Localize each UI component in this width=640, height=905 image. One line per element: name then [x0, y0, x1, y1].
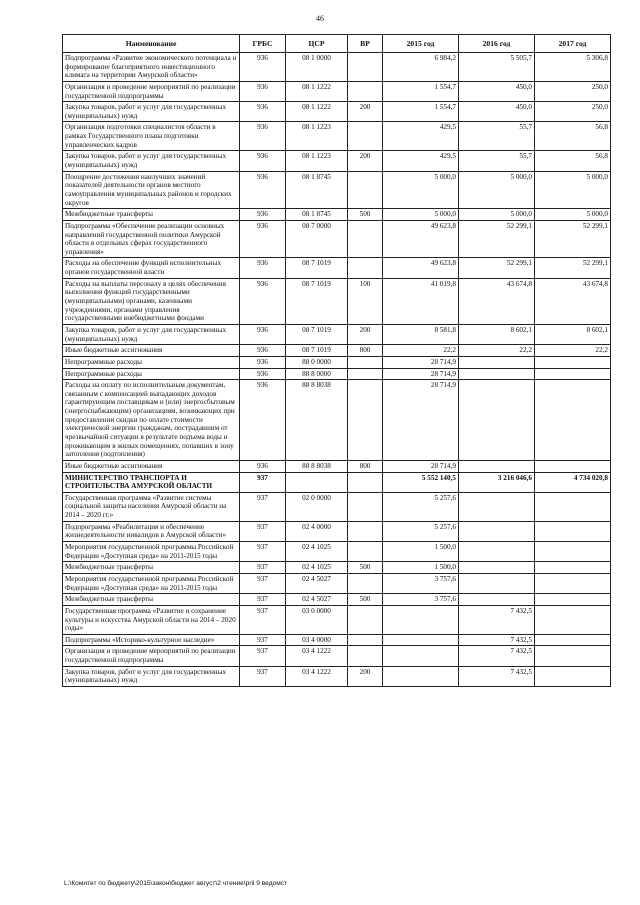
cell-y2016	[459, 521, 535, 541]
cell-csr: 88 8 8038	[286, 460, 348, 472]
cell-y2017	[535, 368, 611, 380]
cell-y2017	[535, 542, 611, 562]
cell-y2017	[535, 646, 611, 666]
cell-csr: 08 1 1223	[286, 122, 348, 151]
cell-csr	[286, 472, 348, 492]
cell-y2016: 450,0	[459, 81, 535, 101]
col-header-vr: ВР	[348, 35, 383, 53]
table-row	[63, 81, 611, 101]
cell-y2015: 3 757,6	[383, 573, 459, 593]
cell-y2017: 8 602,1	[535, 324, 611, 344]
cell-vr	[348, 634, 383, 646]
cell-y2017	[535, 562, 611, 574]
cell-name: Расходы на выплаты персоналу в целях обеспечения выполнения функций государственными (муниципальными) органами, казенными учреждениями, органами управления государственными внебюджетными фондами	[63, 278, 240, 324]
budget-table	[62, 34, 611, 687]
cell-csr: 88 0 0000	[286, 356, 348, 368]
cell-y2016	[459, 356, 535, 368]
table-row	[63, 573, 611, 593]
cell-y2016: 3 216 046,6	[459, 472, 535, 492]
cell-grbs: 937	[240, 542, 286, 562]
cell-vr	[348, 171, 383, 209]
table-row	[63, 594, 611, 606]
table-row	[63, 122, 611, 151]
cell-name: Межбюджетные трансферты	[63, 594, 240, 606]
cell-csr: 08 1 1223	[286, 151, 348, 171]
cell-y2015: 5 000,0	[383, 171, 459, 209]
col-header-grbs: ГРБС	[240, 35, 286, 53]
cell-grbs: 936	[240, 81, 286, 101]
cell-name: Мероприятия государственной программы Российской Федерации «Доступная среда» на 2011-2015 годы	[63, 573, 240, 593]
table-row	[63, 356, 611, 368]
cell-vr: 500	[348, 594, 383, 606]
table-row	[63, 646, 611, 666]
cell-grbs: 937	[240, 634, 286, 646]
table-row	[63, 562, 611, 574]
cell-vr	[348, 368, 383, 380]
cell-name: Организация подготовки специалистов области в рамках Государственного плана подготовки управленческих кадров	[63, 122, 240, 151]
cell-y2017	[535, 521, 611, 541]
cell-y2017	[535, 356, 611, 368]
table-row	[63, 209, 611, 221]
cell-csr: 08 1 1222	[286, 102, 348, 122]
cell-y2017: 43 674,8	[535, 278, 611, 324]
cell-y2016: 8 602,1	[459, 324, 535, 344]
cell-grbs: 936	[240, 171, 286, 209]
cell-y2017: 4 734 020,8	[535, 472, 611, 492]
cell-y2016	[459, 573, 535, 593]
cell-name: Непрограммные расходы	[63, 356, 240, 368]
cell-y2017	[535, 666, 611, 686]
cell-y2016: 5 505,7	[459, 53, 535, 82]
col-header-csr: ЦСР	[286, 35, 348, 53]
cell-csr: 88 8 8038	[286, 380, 348, 461]
cell-vr: 200	[348, 324, 383, 344]
table-row	[63, 102, 611, 122]
cell-y2016: 55,7	[459, 151, 535, 171]
cell-y2015: 5 257,6	[383, 492, 459, 521]
table-row	[63, 368, 611, 380]
cell-grbs: 936	[240, 278, 286, 324]
cell-name: Непрограммные расходы	[63, 368, 240, 380]
cell-grbs: 936	[240, 460, 286, 472]
cell-grbs: 936	[240, 345, 286, 357]
cell-y2016: 55,7	[459, 122, 535, 151]
cell-y2015	[383, 646, 459, 666]
cell-y2017	[535, 460, 611, 472]
table-row	[63, 53, 611, 82]
cell-y2016	[459, 368, 535, 380]
table-row	[63, 460, 611, 472]
cell-y2017: 52 299,1	[535, 258, 611, 278]
cell-y2016: 52 299,1	[459, 258, 535, 278]
cell-name: Подпрограмма «Обеспечение реализации основных направлений государственной политики Амурской области в отдельных сферах государственного управления»	[63, 220, 240, 258]
cell-y2015: 429,5	[383, 151, 459, 171]
cell-grbs: 936	[240, 380, 286, 461]
cell-name: Подпрограмма «Реабилитация и обеспечение жизнедеятельности инвалидов в Амурской области»	[63, 521, 240, 541]
cell-vr	[348, 356, 383, 368]
cell-csr: 03 4 1222	[286, 646, 348, 666]
table-row	[63, 542, 611, 562]
cell-y2016	[459, 492, 535, 521]
cell-vr: 200	[348, 102, 383, 122]
cell-y2016: 7 432,5	[459, 634, 535, 646]
cell-y2017	[535, 492, 611, 521]
cell-y2016: 7 432,5	[459, 666, 535, 686]
cell-name: Подпрограмма «Развитие экономического потенциала и формирование благоприятного инвестиционного климата на территории Амурской области»	[63, 53, 240, 82]
cell-csr: 08 1 1222	[286, 81, 348, 101]
cell-y2015: 1 500,0	[383, 562, 459, 574]
cell-y2016: 7 432,5	[459, 605, 535, 634]
cell-y2017: 250,0	[535, 102, 611, 122]
cell-y2015: 28 714,9	[383, 460, 459, 472]
cell-vr	[348, 122, 383, 151]
page-number: 46	[316, 14, 324, 23]
cell-vr	[348, 646, 383, 666]
cell-name: Подпрограмма «Историко-культурное наследие»	[63, 634, 240, 646]
cell-y2017: 52 299,1	[535, 220, 611, 258]
cell-vr	[348, 605, 383, 634]
cell-vr: 200	[348, 666, 383, 686]
cell-y2016: 5 000,0	[459, 171, 535, 209]
cell-vr	[348, 81, 383, 101]
table-row	[63, 278, 611, 324]
cell-grbs: 936	[240, 220, 286, 258]
cell-grbs: 936	[240, 368, 286, 380]
cell-name: Закупка товаров, работ и услуг для государственных (муниципальных) нужд	[63, 102, 240, 122]
cell-y2016	[459, 460, 535, 472]
cell-grbs: 936	[240, 356, 286, 368]
cell-vr: 500	[348, 209, 383, 221]
cell-vr	[348, 472, 383, 492]
cell-grbs: 936	[240, 53, 286, 82]
cell-y2016	[459, 594, 535, 606]
cell-y2016: 7 432,5	[459, 646, 535, 666]
table-row	[63, 151, 611, 171]
cell-csr: 02 4 0000	[286, 521, 348, 541]
cell-y2015: 41 019,8	[383, 278, 459, 324]
cell-y2017: 56,8	[535, 151, 611, 171]
cell-y2015: 5 257,6	[383, 521, 459, 541]
cell-grbs: 937	[240, 562, 286, 574]
cell-grbs: 937	[240, 573, 286, 593]
cell-vr	[348, 380, 383, 461]
col-header-name: Наименование	[63, 35, 240, 53]
cell-y2015: 49 623,8	[383, 220, 459, 258]
cell-y2015: 3 757,6	[383, 594, 459, 606]
table-row	[63, 171, 611, 209]
cell-y2015: 5 000,0	[383, 209, 459, 221]
cell-vr	[348, 542, 383, 562]
cell-vr	[348, 492, 383, 521]
cell-grbs: 937	[240, 521, 286, 541]
cell-vr	[348, 53, 383, 82]
cell-name: Межбюджетные трансферты	[63, 562, 240, 574]
cell-y2017: 22,2	[535, 345, 611, 357]
cell-csr: 03 4 1222	[286, 666, 348, 686]
cell-grbs: 937	[240, 646, 286, 666]
cell-y2017	[535, 634, 611, 646]
cell-name: Иные бюджетные ассигнования	[63, 345, 240, 357]
cell-y2015: 429,5	[383, 122, 459, 151]
col-header-2017: 2017 год	[535, 35, 611, 53]
cell-grbs: 937	[240, 594, 286, 606]
cell-y2015: 28 714,9	[383, 356, 459, 368]
cell-y2017: 5 000,0	[535, 171, 611, 209]
cell-csr: 02 0 0000	[286, 492, 348, 521]
cell-grbs: 936	[240, 209, 286, 221]
cell-csr: 02 4 5027	[286, 594, 348, 606]
cell-csr: 03 0 0000	[286, 605, 348, 634]
cell-name: Организация и проведение мероприятий по реализации государственной подпрограммы	[63, 81, 240, 101]
table-row	[63, 605, 611, 634]
cell-y2017: 5 306,8	[535, 53, 611, 82]
cell-grbs: 937	[240, 605, 286, 634]
cell-grbs: 936	[240, 151, 286, 171]
cell-name: Поощрение достижения наилучших значений показателей деятельности органов местного самоуправления муниципальных районов и городских округов	[63, 171, 240, 209]
cell-y2017	[535, 594, 611, 606]
cell-y2016: 22,2	[459, 345, 535, 357]
cell-csr: 02 4 5027	[286, 573, 348, 593]
cell-vr: 500	[348, 562, 383, 574]
cell-csr: 08 7 1019	[286, 345, 348, 357]
cell-name: Государственная программа «Развитие системы социальной защиты населения Амурской области на 2014 – 2020 гг.»	[63, 492, 240, 521]
col-header-2015: 2015 год	[383, 35, 459, 53]
cell-name: Закупка товаров, работ и услуг для государственных (муниципальных) нужд	[63, 151, 240, 171]
cell-name: Расходы на обеспечение функций исполнительных органов государственной власти	[63, 258, 240, 278]
cell-csr: 08 7 1019	[286, 324, 348, 344]
cell-csr: 03 4 0000	[286, 634, 348, 646]
cell-name: Расходы на оплату по исполнительным документам, связанным с компенсацией выпадающих доходов гарантирующим поставщикам и (или) энергосбытовым (энергоснабжающим) организациям, возникающих при предоставлении скидки по оплате стоимости электрической энергии гражданам, пострадавшим от чрезвычайной ситуации в результате подъема воды и проживающим в жилых помещениях, попавших в зону затопления (подтопления)	[63, 380, 240, 461]
cell-y2015: 1 554,7	[383, 102, 459, 122]
cell-grbs: 937	[240, 472, 286, 492]
table-header-row	[63, 35, 611, 53]
table-row	[63, 634, 611, 646]
cell-grbs: 937	[240, 666, 286, 686]
table-row	[63, 380, 611, 461]
cell-y2017: 56,8	[535, 122, 611, 151]
cell-vr	[348, 573, 383, 593]
cell-name: Межбюджетные трансферты	[63, 209, 240, 221]
cell-y2015	[383, 666, 459, 686]
cell-name: МИНИСТЕРСТВО ТРАНСПОРТА И СТРОИТЕЛЬСТВА АМУРСКОЙ ОБЛАСТИ	[63, 472, 240, 492]
table-row	[63, 258, 611, 278]
cell-y2015: 1 500,0	[383, 542, 459, 562]
table-row	[63, 472, 611, 492]
cell-y2017	[535, 605, 611, 634]
cell-name: Иные бюджетные ассигнования	[63, 460, 240, 472]
cell-y2016	[459, 562, 535, 574]
cell-vr: 800	[348, 345, 383, 357]
cell-y2015: 1 554,7	[383, 81, 459, 101]
cell-grbs: 936	[240, 258, 286, 278]
cell-csr: 02 4 1025	[286, 562, 348, 574]
cell-vr	[348, 220, 383, 258]
cell-grbs: 936	[240, 324, 286, 344]
cell-y2017	[535, 380, 611, 461]
cell-y2015	[383, 605, 459, 634]
cell-y2015: 8 581,8	[383, 324, 459, 344]
cell-y2015: 28 714,9	[383, 368, 459, 380]
cell-y2017	[535, 573, 611, 593]
cell-csr: 08 1 0000	[286, 53, 348, 82]
cell-y2015: 49 623,8	[383, 258, 459, 278]
cell-csr: 88 8 0000	[286, 368, 348, 380]
cell-csr: 08 7 1019	[286, 278, 348, 324]
cell-y2016: 5 000,0	[459, 209, 535, 221]
cell-name: Закупка товаров, работ и услуг для государственных (муниципальных) нужд	[63, 666, 240, 686]
cell-csr: 08 7 1019	[286, 258, 348, 278]
cell-grbs: 936	[240, 102, 286, 122]
cell-grbs: 937	[240, 492, 286, 521]
cell-vr: 100	[348, 278, 383, 324]
cell-csr: 02 4 1025	[286, 542, 348, 562]
cell-y2017: 250,0	[535, 81, 611, 101]
cell-y2015: 22,2	[383, 345, 459, 357]
cell-grbs: 936	[240, 122, 286, 151]
cell-csr: 08 1 8745	[286, 209, 348, 221]
cell-name: Мероприятия государственной программы Российской Федерации «Доступная среда» на 2011-2015 годы	[63, 542, 240, 562]
cell-name: Закупка товаров, работ и услуг для государственных (муниципальных) нужд	[63, 324, 240, 344]
cell-y2015: 28 714,9	[383, 380, 459, 461]
table-row	[63, 492, 611, 521]
cell-vr	[348, 258, 383, 278]
cell-csr: 08 7 0000	[286, 220, 348, 258]
cell-y2017: 5 000,0	[535, 209, 611, 221]
table-row	[63, 521, 611, 541]
table-row	[63, 324, 611, 344]
cell-y2016	[459, 380, 535, 461]
table-row	[63, 345, 611, 357]
cell-y2016: 450,0	[459, 102, 535, 122]
cell-csr: 08 1 8745	[286, 171, 348, 209]
cell-y2015	[383, 634, 459, 646]
cell-y2016	[459, 542, 535, 562]
cell-y2015: 6 984,2	[383, 53, 459, 82]
table-row	[63, 666, 611, 686]
col-header-2016: 2016 год	[459, 35, 535, 53]
file-path-footer: L:\Комитет по бюджету\2015\закон\бюджет август\2 чтение\pril 9 ведомст	[64, 880, 288, 887]
cell-name: Государственная программа «Развитие и сохранение культуры и искусства Амурской области на 2014 – 2020 годы»	[63, 605, 240, 634]
cell-vr: 800	[348, 460, 383, 472]
cell-y2016: 52 299,1	[459, 220, 535, 258]
cell-vr	[348, 521, 383, 541]
cell-y2015: 5 552 140,5	[383, 472, 459, 492]
cell-y2016: 43 674,8	[459, 278, 535, 324]
cell-name: Организация и проведение мероприятий по реализации государственной подпрограммы	[63, 646, 240, 666]
cell-vr: 200	[348, 151, 383, 171]
table-row	[63, 220, 611, 258]
